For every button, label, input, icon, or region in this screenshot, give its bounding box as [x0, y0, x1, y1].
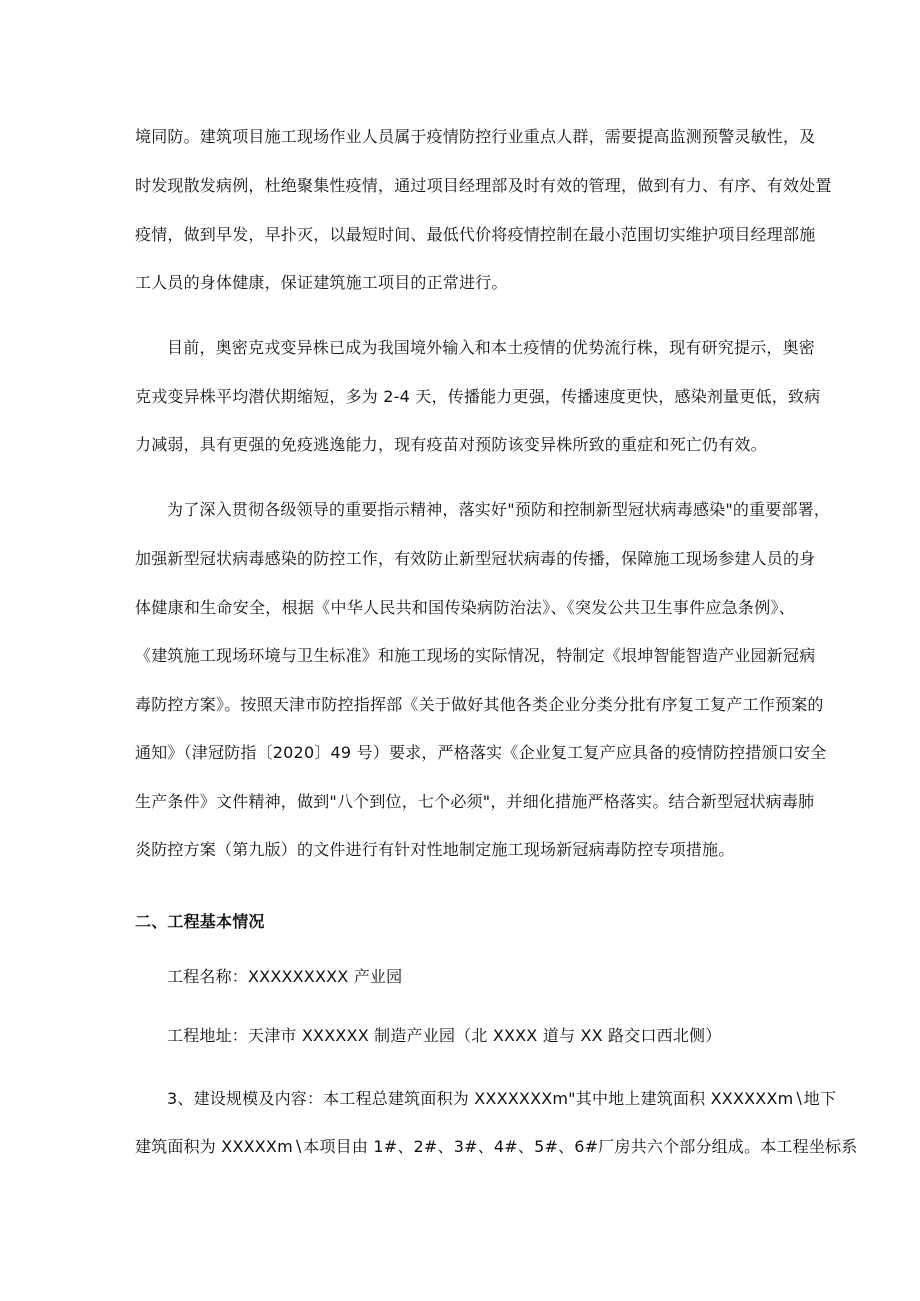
paragraph-1-line-3: 疫情，做到早发，早扑灭，以最短时间、最低代价将疫情控制在最小范围切实维护项目经理部施	[135, 225, 816, 244]
project-name: 工程名称：XXXXXXXXX 产业园	[167, 967, 403, 986]
paragraph-3-line-2: 加强新型冠状病毒感染的防控工作，有效防止新型冠状病毒的传播，保障施工现场参建人员的身	[135, 549, 816, 568]
paragraph-2-line-2: 克戎变异株平均潜伏期缩短，多为 2-4 天，传播能力更强，传播速度更快，感染剂量更低，致病	[135, 387, 821, 406]
paragraph-3-line-5: 毒防控方案》。按照天津市防控指挥部《关于做好其他各类企业分类分批有序复工复产工作预案的	[135, 695, 824, 714]
paragraph-1-line-2: 时发现散发病例，杜绝聚集性疫情，通过项目经理部及时有效的管理，做到有力、有序、有效处置	[135, 176, 832, 195]
paragraph-3-line-3: 体健康和生命安全，根据《中华人民共和国传染病防治法》、《突发公共卫生事件应急条例》、	[135, 598, 795, 617]
paragraph-3-line-6: 通知》（津冠防指〔2020〕49 号）要求，严格落实《企业复工复产应具备的疫情防控措颁口安全	[135, 743, 827, 762]
paragraph-3-line-1: 为了深入贯彻各级领导的重要指示精神，落实好"预防和控制新型冠状病毒感染"的重要部署，	[167, 500, 831, 519]
paragraph-3-line-8: 炎防控方案（第九版）的文件进行有针对性地制定施工现场新冠病毒防控专项措施。	[135, 840, 735, 859]
paragraph-2-line-3: 力减弱，具有更强的免疫逃逸能力，现有疫苗对预防该变异株所致的重症和死亡仍有效。	[135, 435, 767, 454]
paragraph-3-line-4: 《建筑施工现场环境与卫生标准》和施工现场的实际情况，特制定《垠坤智能智造产业园新冠病	[135, 646, 816, 665]
paragraph-1-line-4: 工人员的身体健康，保证建筑施工项目的正常进行。	[135, 273, 508, 292]
construction-scale-line-2: 建筑面积为 XXXXXm∖本项目由 1#、2#、3#、4#、5#、6#厂房共六个部分组成。本工程坐标系	[135, 1137, 858, 1156]
section-heading: 二、工程基本情况	[135, 912, 265, 931]
paragraph-1-line-1: 境同防。建筑项目施工现场作业人员属于疫情防控行业重点人群，需要提高监测预警灵敏性，及	[135, 127, 816, 146]
project-address: 工程地址：天津市 XXXXXX 制造产业园（北 XXXX 道与 XX 路交口西北侧）	[167, 1026, 722, 1045]
paragraph-2-line-1: 目前，奥密克戎变异株已成为我国境外输入和本土疫情的优势流行株，现有研究提示，奥密	[167, 338, 816, 357]
paragraph-3-line-7: 生产条件》文件精神，做到"八个到位，七个必须"，并细化措施严格落实。结合新型冠状病毒肺	[135, 792, 815, 811]
construction-scale-line-1: 3、建设规模及内容：本工程总建筑面积为 XXXXXXXm"其中地上建筑面积 XXXXXXm∖地下	[167, 1089, 837, 1108]
